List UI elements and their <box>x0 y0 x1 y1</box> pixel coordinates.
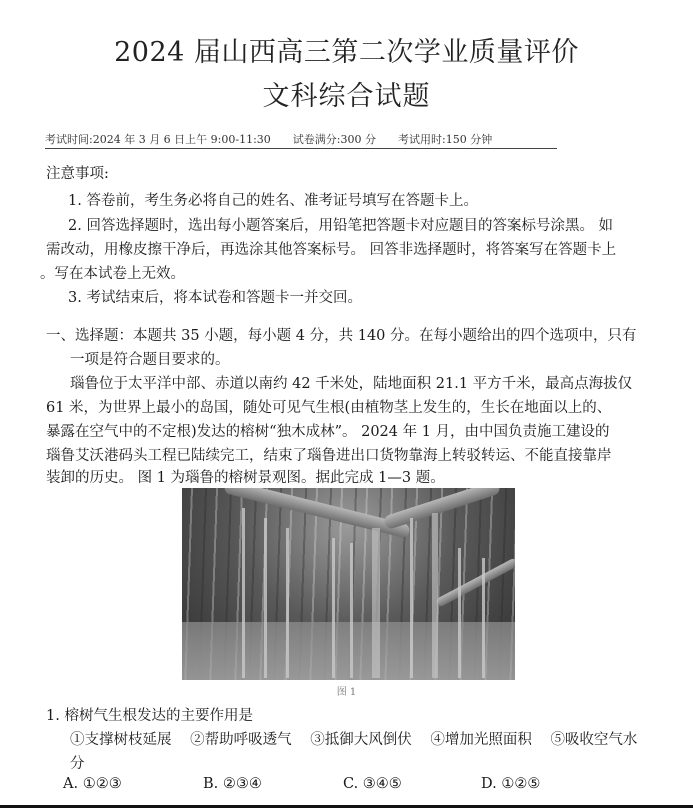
exam-subtitle: 文科综合试题 <box>262 81 431 112</box>
statement-5: ⑤吸收空气水 <box>550 732 638 748</box>
notice-item-3: 3. 考试结束后，将本试卷和答题卡一并交回。 <box>68 290 362 306</box>
figure-caption: 图 1 <box>336 687 357 698</box>
banyan-tree-photo <box>182 488 515 680</box>
choice-a[interactable]: A. ①②③ <box>63 776 122 792</box>
passage-line: 暴露在空气中的不定根)发达的榕树“独木成林”。 2024 年 1 月，由中国负责施工建设的 <box>46 424 610 440</box>
statement-4: ④增加光照面积 <box>430 732 532 748</box>
statement-1: ①支撑树枝延展 <box>70 732 172 748</box>
passage-line: 瑙鲁位于太平洋中部、赤道以南约 42 千米处，陆地面积 21.1 平方千米，最高点海拔仅 <box>70 376 633 392</box>
notice-heading: 注意事项: <box>46 166 109 182</box>
notice-item-2: 2. 回答选择题时，选出每小题答案后，用铅笔把答题卡对应题目的答案标号涂黑。 如 <box>68 218 614 234</box>
passage-line: 瑙鲁艾沃港码头工程已陆续完工，结束了瑙鲁进出口货物靠海上转驳转运、不能直接靠岸 <box>46 448 612 464</box>
passage-line: 装卸的历史。 图 1 为瑙鲁的榕树景观图。据此完成 1—3 题。 <box>46 470 445 486</box>
exam-info-bar <box>45 131 557 149</box>
notice-item-2-end: 。写在本试卷上无效。 <box>40 266 185 282</box>
statement-3: ③抵御大风倒伏 <box>310 732 412 748</box>
statement-2: ②帮助呼吸透气 <box>190 732 292 748</box>
full-score: 试卷满分:300 分 <box>292 133 376 146</box>
statement-5-wrap: 分 <box>70 756 85 772</box>
question-1-statements <box>70 728 637 752</box>
passage-line: 61 米，为世界上最小的岛国，随处可见气生根(由植物茎上发生的，生长在地面以上的、 <box>46 400 612 416</box>
choice-b[interactable]: B. ②③④ <box>203 776 262 792</box>
notice-item-2-cont: 需改动，用橡皮擦干净后，再选涂其他答案标号。 回答非选择题时，将答案写在答题卡上 <box>46 242 617 258</box>
exam-title: 2024 届山西高三第二次学业质量评价 <box>114 37 579 68</box>
exam-time: 考试时间:2024 年 3 月 6 日上午 9:00-11:30 <box>45 133 271 146</box>
exam-duration: 考试用时:150 分钟 <box>398 133 493 146</box>
notice-item-1: 1. 答卷前，考生务必将自己的姓名、准考证号填写在答题卡上。 <box>68 193 478 209</box>
section-heading-cont: 一项是符合题目要求的。 <box>70 352 230 368</box>
section-heading: 一、选择题：本题共 35 小题，每小题 4 分，共 140 分。在每小题给出的四个选项中，只有 <box>46 328 637 344</box>
choice-d[interactable]: D. ①②⑤ <box>481 776 541 792</box>
choice-c[interactable]: C. ③④⑤ <box>343 776 402 792</box>
question-1-stem: 1. 榕树气生根发达的主要作用是 <box>46 708 253 724</box>
